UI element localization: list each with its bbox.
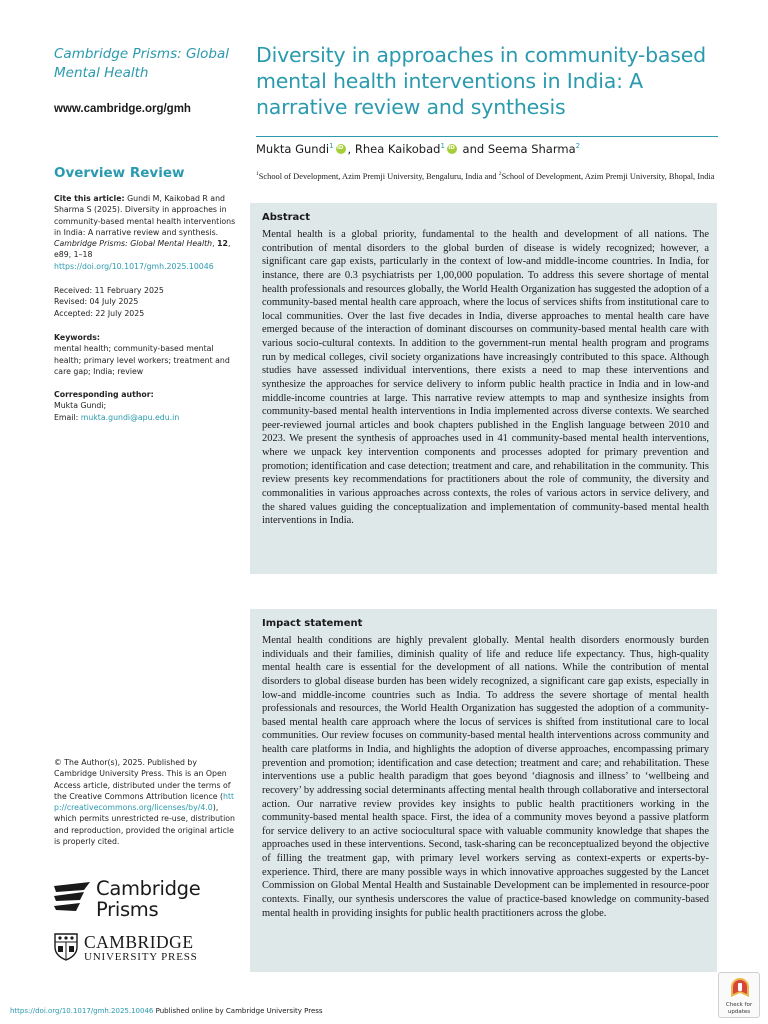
cite-label: Cite this article: — [54, 194, 125, 203]
corresponding-author-block — [54, 389, 240, 423]
footer-doi-link[interactable]: https://doi.org/10.1017/gmh.2025.10046 — [10, 1007, 154, 1015]
corresponding-name: Mukta Gundi; — [54, 401, 107, 411]
author-separator: and — [458, 142, 488, 156]
dates-block — [54, 285, 240, 319]
email-label: Email: — [54, 412, 81, 422]
license-text-before: © The Author(s), 2025. Published by Cambridge University Press. This is an Open Access article, distributed under the terms of the Creative Commons Attribution licence ( — [54, 758, 231, 801]
prisms-line2: Prisms — [96, 898, 159, 921]
page-footer — [10, 1007, 323, 1015]
abstract-text: Mental health is a global priority, fundamental to the health and development of all nations. The contribution of mental disorders to the global burden of disease is widely recognized; however, a significant care gap exists, particularly in the context of low-and middle-income countries. In India, for instance, there are 0.3 psychiatrists per 1,00,000 population. To address this severe shortage of mental health professionals and resources globally, the World Health Organization has suggested the adoption of a community-based mental health care approach, where the locus of services shifts from institutional care to local communities. Over the last five decades in India, diverse approaches to mental health care have emerged because of the interaction of dominant discourses on community-based mental health care with various socio-cultural contexts. In addition to the government-run mental health program and programs run by medical colleges, civil society organizations have increasingly contributed to this space. Although studies have assessed individual interventions, there exists a need to map these interventions and synthesize the approaches for service delivery to inform public health practice in India and in low-and middle-income countries at large. This narrative review attempts to map and synthesize insights from community-based mental health interventions in India implemented across diverse contexts. We searched peer-reviewed journal articles and book chapters published in the English language between 2010 and 2023. We present the synthesis of approaches used in 41 community-based mental health interventions, where we unpack key intervention components and processes adopted for primary prevention and promotion; identification and case detection; treatment and care, and rehabilitation in the community. This review presents key recommendations for practitioners about the role of community, the diversity and commonalities in various approaches across contexts, the roles of various actors in service delivery, and the shared values guiding the conceptualization and implementation of community-based mental health interventions in India. — [262, 229, 709, 527]
cambridge-prisms-logo — [54, 878, 214, 922]
impact-statement-box — [250, 609, 717, 972]
license-block — [54, 757, 240, 847]
cite-text: Gundi M, Kaikobad R and Sharma S (2025). Diversity in approaches in community-based mental health interventions in India: A narrative review and synthesis. — [54, 194, 236, 237]
abstract-heading: Abstract — [262, 212, 311, 223]
date-accepted: Accepted: 22 July 2025 — [54, 308, 145, 318]
orcid-icon[interactable] — [447, 144, 457, 154]
author-affiliation-sup: 1 — [329, 142, 334, 151]
author-list — [256, 142, 726, 156]
cite-volume-sep: , — [212, 239, 218, 249]
affiliation-1: School of Development, Azim Premji University, Bengaluru, India and — [258, 171, 499, 181]
citation-block — [54, 193, 240, 272]
author-name: Rhea Kaikobad — [354, 142, 441, 156]
cite-pages: , e89, 1–18 — [54, 239, 231, 260]
author-separator: , — [347, 142, 355, 156]
prisms-logo-text — [96, 878, 200, 920]
affiliations — [256, 168, 722, 183]
abstract-box — [250, 203, 717, 574]
keywords-text: mental health; community-based mental health; primary level workers; treatment and care gap; India; review — [54, 344, 230, 376]
title-divider — [256, 136, 718, 137]
corresponding-label: Corresponding author: — [54, 390, 154, 399]
date-revised: Revised: 04 July 2025 — [54, 297, 139, 307]
affiliation-sup-2: 2 — [498, 171, 502, 177]
affiliation-2: School of Development, Azim Premji University, Bhopal, India — [501, 171, 715, 181]
cup-crest-icon — [54, 933, 78, 961]
cup-line1: CAMBRIDGE — [84, 932, 194, 952]
impact-text: Mental health conditions are highly prevalent globally. Mental health disorders enormously burden individuals and their families, diminish quality of life and reduce life expectancy. Thus, high-quality mental health care is essential for the development of all nations. While the contribution of mental disorders to global disease burden has been widely recognized, a significant care gap exists, especially in low-and middle-income countries such as India. To address the severe shortage of mental health professionals and resources, the World Health Organization has suggested the adoption of a community-based mental health care approach where the locus of services is shifted from institutional care to local communities. Our review focuses on community-based mental health interventions across community and health care platforms in India, and highlights the adoption of diverse approaches, encompassing primary prevention and promotion; identification and case detection; treatment and care; and rehabilitation. These interventions use a public health paradigm that goes beyond ‘diagnosis and illness’ to ‘wellbeing and recovery’ by addressing social determinants affecting mental health through collaborative and intersectoral action. Our narrative review provides key insights to public health practitioners working in the community-based mental health space. First, the idea of a community moves beyond a passive platform for service delivery to an active sociocultural space with valuable community knowledge that shapes the approaches used in these interventions. Second, task-sharing can be reconceptualized beyond the objective of filling the treatment gap, with primary level workers serving as context-experts or experts-by-experience. Third, there are many possible ways in which innovative approaches suggested by the Lancet Commission on Global Mental Health and Sustainable Development can be implemented in resource-poor contexts. Finally, our synthesis underscores the value of practice-based knowledge on community-based mental health in providing insights for public health practitioners across the globe. — [262, 635, 709, 919]
author-affiliation-sup: 1 — [440, 142, 445, 151]
author-affiliation-sup: 2 — [575, 142, 581, 151]
cambridge-university-press-logo — [54, 933, 204, 965]
impact-heading: Impact statement — [262, 618, 363, 629]
email-link[interactable]: mukta.gundi@apu.edu.in — [80, 412, 180, 422]
cite-journal: Cambridge Prisms: Global Mental Health — [54, 239, 213, 249]
footer-text: Published online by Cambridge University Press — [153, 1007, 323, 1015]
license-link[interactable]: http://creativecommons.org/licenses/by/4.0 — [54, 791, 235, 813]
date-received: Received: 11 February 2025 — [54, 286, 164, 295]
author-name: Mukta Gundi — [256, 142, 330, 156]
check-updates-text: Check for updates — [725, 1002, 753, 1015]
journal-name: Cambridge Prisms: Global Mental Health — [54, 46, 230, 81]
check-for-updates-button[interactable] — [718, 972, 760, 1018]
cite-volume: 12 — [217, 239, 228, 249]
keywords-label: Keywords: — [54, 333, 101, 342]
author-name: Seema Sharma — [487, 142, 576, 156]
keywords-block — [54, 332, 240, 377]
check-updates-icon — [730, 977, 750, 1001]
prisms-logo-icon — [54, 882, 90, 914]
cite-doi-link[interactable]: https://doi.org/10.1017/gmh.2025.10046 — [54, 261, 214, 271]
article-type: Overview Review — [54, 165, 185, 181]
cup-line2: UNIVERSITY PRESS — [84, 951, 198, 963]
prisms-line1: Cambridge — [96, 877, 201, 900]
affiliation-sup-1: 1 — [256, 171, 259, 177]
journal-url-link[interactable]: www.cambridge.org/gmh — [54, 103, 191, 115]
license-text-after: ), which permits unrestricted re-use, distribution and reproduction, provided the original article is properly cited. — [54, 803, 235, 847]
article-title: Diversity in approaches in community-based mental health interventions in India: A narrative review and synthesis — [256, 43, 706, 119]
orcid-icon[interactable] — [336, 144, 346, 154]
